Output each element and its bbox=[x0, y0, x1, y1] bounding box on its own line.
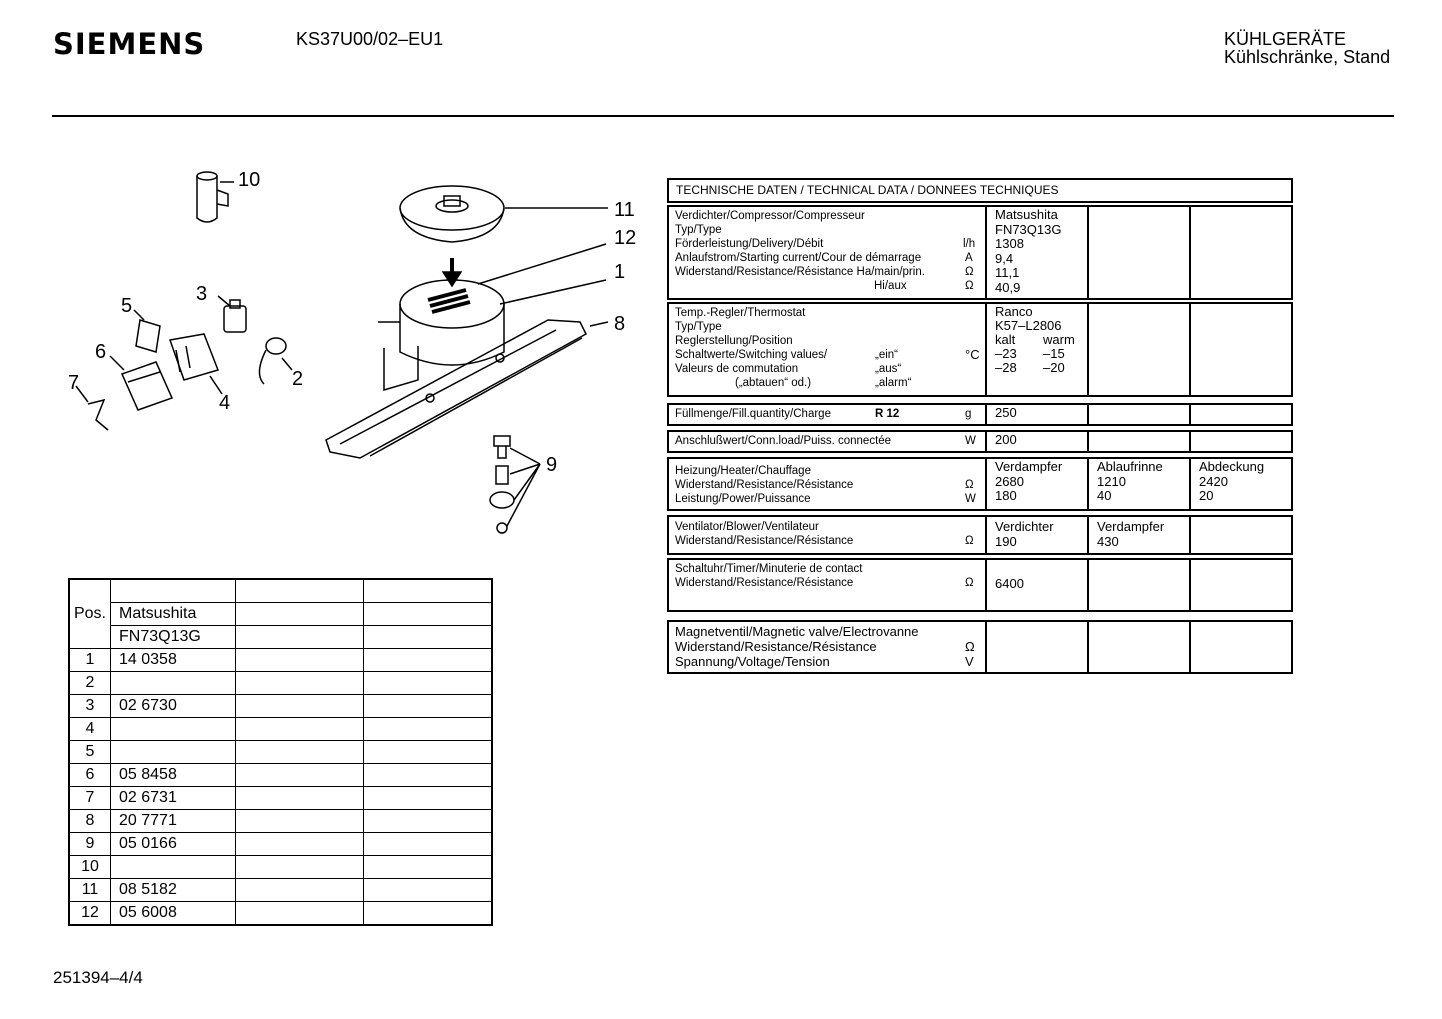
pos-header: Pos. bbox=[69, 579, 111, 649]
header-rule bbox=[52, 115, 1394, 117]
part-7-bracket bbox=[76, 386, 108, 430]
part-8-mounting-rail bbox=[326, 320, 608, 458]
callout-7: 7 bbox=[68, 372, 80, 394]
table-row: 4 bbox=[69, 718, 492, 741]
parts-table bbox=[68, 578, 493, 926]
table-row: 2 bbox=[69, 672, 492, 695]
document-number: 251394–4/4 bbox=[53, 968, 143, 987]
category-subtitle: Kühlschränke, Stand bbox=[1224, 47, 1391, 67]
part-10-capacitor bbox=[197, 172, 234, 222]
callout-8: 8 bbox=[614, 313, 626, 335]
callout-4: 4 bbox=[219, 392, 231, 414]
brand-logo: SIEMENS bbox=[53, 27, 206, 61]
callout-12: 12 bbox=[614, 227, 637, 249]
part-2-plug bbox=[259, 338, 292, 384]
part-1-compressor bbox=[378, 244, 606, 365]
fan-section: Ventilator/Blower/Ventilateur Widerstand/Resistance/Résistance Ω Verdichter 190 Verdampfer 430 bbox=[667, 515, 1293, 555]
part-3-relay bbox=[218, 296, 246, 332]
category-title: KÜHLGERÄTE bbox=[1224, 29, 1347, 49]
table-row: 1 14 0358 bbox=[69, 649, 492, 672]
heater-section: Heizung/Heater/Chauffage Widerstand/Resistance/Résistance Ω Leistung/Power/Puissance W Verdampfer 2680 180 Ablaufrinne 1210 40 Abdeckung 2420 20 bbox=[667, 457, 1293, 511]
callout-2: 2 bbox=[292, 368, 304, 390]
table-row: 3 02 6730 bbox=[69, 695, 492, 718]
table-row: 6 05 8458 bbox=[69, 764, 492, 787]
table-row: 11 08 5182 bbox=[69, 879, 492, 902]
table-row: 8 20 7771 bbox=[69, 810, 492, 833]
connected-load-section: Anschlußwert/Conn.load/Puiss. connectée W 200 bbox=[667, 430, 1293, 453]
part-6-cover bbox=[110, 356, 172, 410]
table-row: 12 05 6008 bbox=[69, 902, 492, 926]
part-11-drip-tray bbox=[400, 186, 608, 242]
timer-section: Schaltuhr/Timer/Minuterie de contact Widerstand/Resistance/Résistance Ω 6400 bbox=[667, 558, 1293, 612]
thermostat-section: Temp.-Regler/Thermostat Typ/Type Reglerstellung/Position Schaltwerte/Switching values/ „ein“ °C Valeurs de commutation „aus“ („abtauen“ od.) „alarm“ Ranco K57–L2806 kalt warm –23 –15 –28 –20 bbox=[667, 302, 1293, 397]
manufacturer: Matsushita bbox=[111, 603, 236, 626]
table-row: 9 05 0166 bbox=[69, 833, 492, 856]
table-row: 5 bbox=[69, 741, 492, 764]
exploded-parts-diagram bbox=[60, 160, 660, 550]
callout-11: 11 bbox=[614, 199, 635, 221]
model-number: KS37U00/02–EU1 bbox=[296, 29, 444, 49]
table-row: 7 02 6731 bbox=[69, 787, 492, 810]
part-4-terminal-block bbox=[170, 334, 222, 394]
table-row: 10 bbox=[69, 856, 492, 879]
compressor-type: FN73Q13G bbox=[111, 626, 236, 649]
magnetic-valve-section: Magnetventil/Magnetic valve/Electrovanne Widerstand/Resistance/Résistance Ω Spannung/Voltage/Tension V bbox=[667, 620, 1293, 674]
charge-section: Füllmenge/Fill.quantity/Charge R 12 g 250 bbox=[667, 403, 1293, 426]
callout-1: 1 bbox=[614, 261, 626, 283]
callout-6: 6 bbox=[95, 341, 107, 363]
tech-data-title: TECHNISCHE DATEN / TECHNICAL DATA / DONNEES TECHNIQUES bbox=[667, 178, 1293, 203]
callout-3: 3 bbox=[196, 283, 208, 305]
callout-9: 9 bbox=[546, 454, 558, 476]
compressor-section: Verdichter/Compressor/Compresseur Typ/Type Förderleistung/Delivery/Débit l/h Anlaufstrom/Starting current/Cour de démarrage A Widerstand/Resistance/Résistance Ha/main/prin. Ω Hi/aux Ω Matsushita FN73Q13G 1308 9,4 11,1 40,9 bbox=[667, 205, 1293, 300]
callout-5: 5 bbox=[121, 295, 133, 317]
callout-10: 10 bbox=[238, 169, 261, 191]
part-9-mounting-bolts bbox=[490, 436, 540, 533]
part-5-clip bbox=[134, 310, 160, 352]
